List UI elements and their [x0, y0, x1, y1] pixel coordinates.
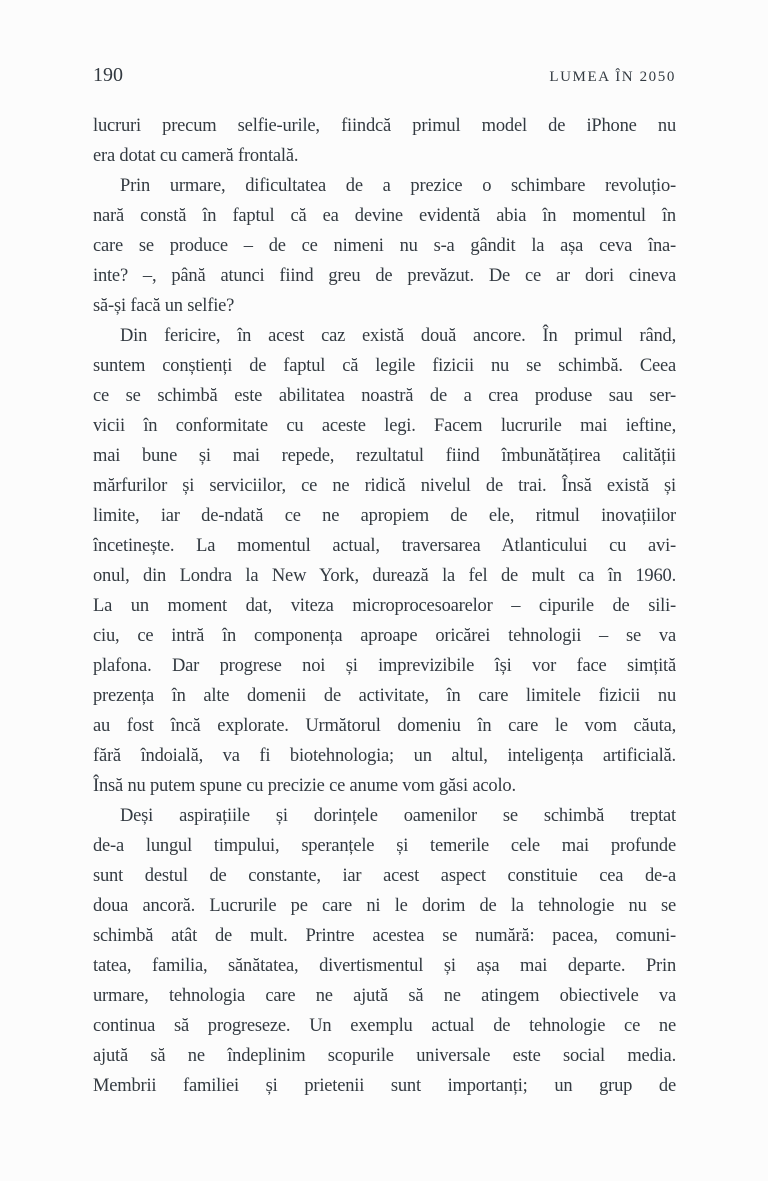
text-line: mărfurilor și serviciilor, ce ne ridică nivelul de trai. Însă există și — [93, 476, 676, 496]
text-line: Din fericire, în acest caz există două ancore. În primul rând, — [120, 326, 676, 346]
text-line: fără îndoială, va fi biotehnologia; un altul, inteligența artificială. — [93, 746, 676, 766]
text-line: tatea, familia, sănătatea, divertismentul și așa mai departe. Prin — [93, 956, 676, 976]
text-line: continua să progreseze. Un exemplu actual de tehnologie ce ne — [93, 1016, 676, 1036]
text-block — [93, 111, 676, 1101]
text-line: doua ancoră. Lucrurile pe care ni le dorim de la tehnologie nu se — [93, 896, 676, 916]
text-line: limite, iar de-ndată ce ne apropiem de ele, ritmul inovațiilor — [93, 506, 676, 526]
text-line: de-a lungul timpului, speranțele și temerile cele mai profunde — [93, 836, 676, 856]
text-line: Membrii familiei și prietenii sunt importanți; un grup de — [93, 1076, 676, 1096]
text-line: ajută să ne îndeplinim scopurile universale este social media. — [93, 1046, 676, 1066]
text-line: vicii în conformitate cu aceste legi. Facem lucrurile mai ieftine, — [93, 416, 676, 436]
text-line: încetinește. La momentul actual, traversarea Atlanticului cu avi- — [93, 536, 676, 556]
page-number: 190 — [93, 64, 123, 86]
text-line: era dotat cu cameră frontală. — [93, 146, 299, 166]
text-line: ciu, ce intră în componența aproape oricărei tehnologii – se va — [93, 626, 676, 646]
text-line: prezența în alte domenii de activitate, în care limitele fizicii nu — [93, 686, 676, 706]
text-line: ce se schimbă este abilitatea noastră de a crea produse sau ser- — [93, 386, 676, 406]
running-head: LUMEA ÎN 2050 — [549, 69, 676, 85]
text-line: suntem conștienți de faptul că legile fizicii nu se schimbă. Ceea — [93, 356, 676, 376]
text-line: sunt destul de constante, iar acest aspect constituie cea de-a — [93, 866, 676, 886]
text-line: lucruri precum selfie-urile, fiindcă primul model de iPhone nu — [93, 116, 676, 136]
text-line: Prin urmare, dificultatea de a prezice o schimbare revoluțio- — [120, 176, 676, 196]
text-line: au fost încă explorate. Următorul domeniu în care le vom căuta, — [93, 716, 676, 736]
text-line: plafona. Dar progrese noi și imprevizibile își vor face simțită — [93, 656, 676, 676]
text-line: care se produce – de ce nimeni nu s-a gândit la așa ceva îna- — [93, 236, 676, 256]
text-line: La un moment dat, viteza microprocesoarelor – cipurile de sili- — [93, 596, 676, 616]
text-line: urmare, tehnologia care ne ajută să ne atingem obiectivele va — [93, 986, 676, 1006]
text-line: Însă nu putem spune cu precizie ce anume vom găsi acolo. — [93, 776, 516, 796]
text-line: schimbă atât de mult. Printre acestea se numără: pacea, comuni- — [93, 926, 676, 946]
text-line: mai bune și mai repede, rezultatul fiind îmbunătățirea calității — [93, 446, 676, 466]
page-header — [93, 62, 676, 90]
text-line: Deși aspirațiile și dorințele oamenilor se schimbă treptat — [120, 806, 676, 826]
text-line: onul, din Londra la New York, durează la fel de mult ca în 1960. — [93, 566, 676, 586]
text-line: să-și facă un selfie? — [93, 296, 235, 316]
text-line: inte? –, până atunci fiind greu de prevăzut. De ce ar dori cineva — [93, 266, 676, 286]
text-line: nară constă în faptul că ea devine evidentă abia în momentul în — [93, 206, 676, 226]
